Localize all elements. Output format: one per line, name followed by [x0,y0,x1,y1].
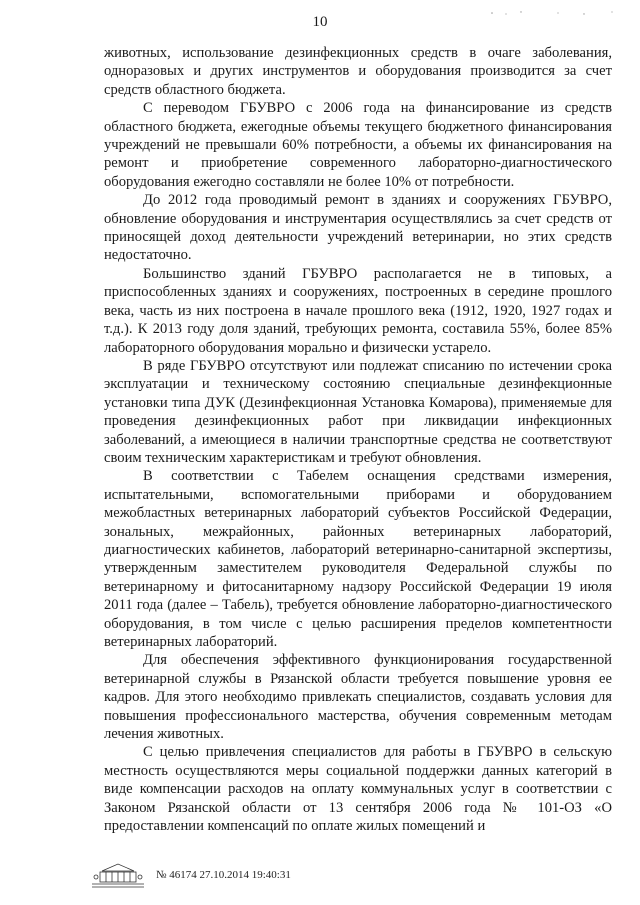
registry-stamp-icon [88,861,148,889]
page-number: 10 [312,14,328,30]
paragraph-6: В соответствии с Табелем оснащения средствами измерения, испытательными, вспомогательными приборами и оборудованием межобластных ветеринарных лабораторий субъектов Российской Федерации, зональных, межрайонных, районных ветеринарных лабораторий, диагностических кабинетов, лабораторий ветеринарно-санитарной экспертизы, утвержденным заместителем руководителя Федеральной службы по ветеринарному и фитосанитарному надзору Российской Федерации 19 июля 2011 года (далее – Табель), требуется обновление лабораторно-диагностического оборудования, в том числе с целью расширения пределов компетентности ветеринарных лабораторий. [104,468,612,650]
document-body [104,44,612,835]
paragraph-7: Для обеспечения эффективного функционирования государственной ветеринарной службы в Рязанской области требуется повышение уровня ее кадров. Для этого необходимо привлекать специалистов, создавать условия для повышения профессионального мастерства, обучения современным методам лечения животных. [104,652,612,743]
document-footer [88,860,291,890]
scan-noise-marks [488,10,618,16]
paragraph-3: До 2012 года проводимый ремонт в зданиях и сооружениях ГБУВРО, обновление оборудования и инструментария осуществлялись за счет средств от приносящей доход деятельности учреждений ветеринарии, но этих средств недостаточно. [104,192,612,264]
paragraph-5: В ряде ГБУВРО отсутствуют или подлежат списанию по истечении срока эксплуатации и техническому состоянию специальные дезинфекционные установки типа ДУК (Дезинфекционная Установка Комарова), применяемые для проведения дезинфекционных работ при ликвидации инфекционных заболеваний, а имеющиеся в наличии транспортные средства не соответствуют своим техническим характеристикам и требуют обновления. [104,357,612,466]
paragraph-1: животных, использование дезинфекционных средств в очаге заболевания, одноразовых и других инструментов и оборудования производится за счет средств областного бюджета. [104,45,612,98]
paragraph-8: С целью привлечения специалистов для работы в ГБУВРО в сельскую местность осуществляются меры социальной поддержки данных категорий в виде компенсации расходов на оплату коммунальных услуг в соответствии с Законом Рязанской области от 13 сентября 2006 года № 101-ОЗ «О предоставлении компенсаций по оплате жилых помещений и [104,744,612,835]
paragraph-4: Большинство зданий ГБУВРО располагается не в типовых, а приспособленных зданиях и сооружениях, построенных в середине прошлого века, часть из них построена в начале прошлого века (1912, 1920, 1927 годах и т.д.). К 2013 году доля зданий, требующих ремонта, составила 55%, более 85% лабораторного оборудования морально и физически устарело. [104,265,612,356]
paragraph-2: С переводом ГБУВРО с 2006 года на финансирование из средств областного бюджета, ежегодные объемы текущего бюджетного финансирования учреждений не превышали 60% потребности, а объемы их финансирования на ремонт и приобретение современного лабораторно-диагностического оборудования ежегодно составляли не более 10% от потребности. [104,100,612,190]
registry-stamp-text: № 46174 27.10.2014 19:40:31 [156,869,291,881]
